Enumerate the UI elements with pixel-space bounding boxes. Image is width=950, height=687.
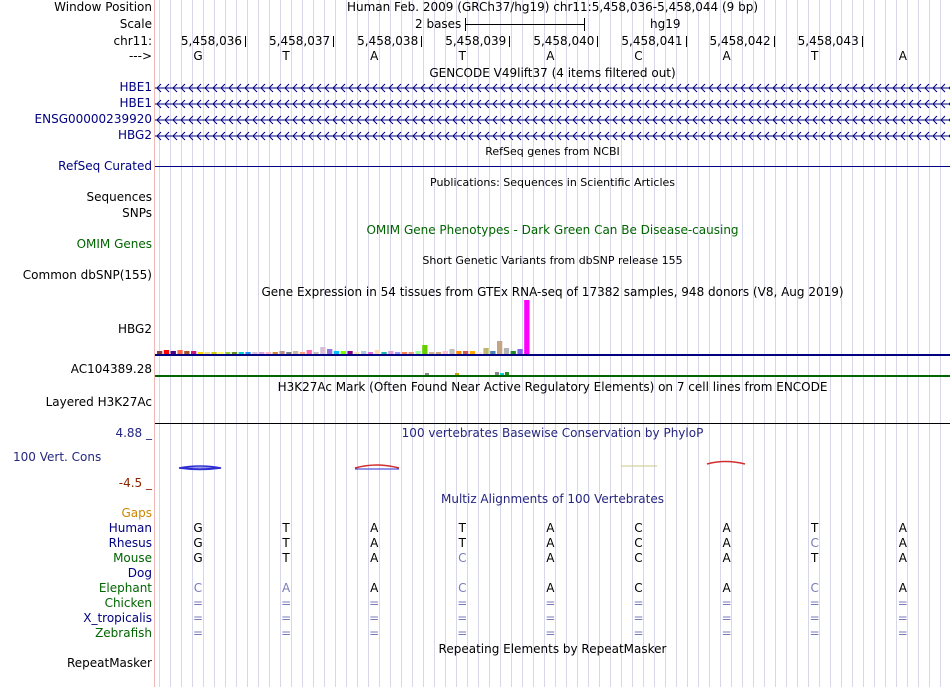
alignment-base: = bbox=[281, 596, 292, 610]
alignment-base: = bbox=[633, 596, 644, 610]
alignment-base: A bbox=[898, 581, 907, 595]
alignment-base: T bbox=[811, 521, 819, 535]
gtex-tissue-bar[interactable] bbox=[341, 351, 346, 354]
gtex-tissue-bar[interactable] bbox=[354, 352, 359, 354]
gtex-tissue-bar[interactable] bbox=[157, 351, 162, 354]
gtex-tissue-bar[interactable] bbox=[409, 352, 414, 354]
base-letter: A bbox=[370, 49, 379, 63]
alignment-base: = bbox=[897, 626, 908, 640]
species-label-chicken[interactable]: Chicken bbox=[104, 596, 152, 610]
gtex-tissue-bar[interactable] bbox=[429, 352, 434, 354]
gtex-tissue-bar[interactable] bbox=[490, 351, 495, 354]
scale-bar-right-tick bbox=[584, 18, 585, 31]
alignment-base: A bbox=[370, 581, 379, 595]
alignment-base: = bbox=[369, 626, 380, 640]
dbsnp-label[interactable]: Common dbSNP(155) bbox=[22, 268, 152, 282]
coordinate-label: 5,458,038 bbox=[357, 34, 419, 48]
coordinate-label: 5,458,043 bbox=[797, 34, 859, 48]
alignment-base: A bbox=[281, 581, 291, 595]
alignment-base: = bbox=[281, 626, 292, 640]
alignment-base: T bbox=[282, 551, 290, 565]
gtex-tissue-bar[interactable] bbox=[279, 351, 284, 354]
species-label-x_tropicalis[interactable]: X_tropicalis bbox=[83, 611, 152, 625]
gencode-gene-lines[interactable] bbox=[155, 80, 950, 144]
gtex-tissue-bar[interactable] bbox=[307, 350, 312, 354]
gtex-tissue-bar[interactable] bbox=[388, 351, 393, 354]
gtex-tissue-bar[interactable] bbox=[463, 351, 468, 354]
alignment-base: A bbox=[898, 551, 907, 565]
alignment-base: C bbox=[810, 581, 819, 595]
gtex-tissue-bar[interactable] bbox=[198, 352, 203, 354]
gtex-tissue-bar[interactable] bbox=[171, 351, 176, 354]
h3k27ac-title: H3K27Ac Mark (Often Found Near Active Regulatory Elements) on 7 cell lines from ENCODE bbox=[277, 380, 828, 394]
base-letter: T bbox=[282, 49, 290, 63]
gtex-tissue-bar[interactable] bbox=[266, 352, 271, 354]
species-label-human[interactable]: Human bbox=[108, 521, 152, 535]
alignment-base: T bbox=[458, 536, 466, 550]
alignment-base: = bbox=[457, 596, 468, 610]
base-letter: A bbox=[722, 49, 731, 63]
alignment-base: = bbox=[457, 626, 468, 640]
alignment-base: G bbox=[193, 551, 203, 565]
alignment-base: A bbox=[370, 551, 379, 565]
base-letter: A bbox=[546, 49, 555, 63]
alignment-base: A bbox=[546, 551, 555, 565]
window-position-value: Human Feb. 2009 (GRCh37/hg19) chr11:5,458,036-5,458,044 (9 bp) bbox=[346, 0, 759, 14]
repeatmasker-title: Repeating Elements by RepeatMasker bbox=[438, 642, 667, 656]
coordinate-tick bbox=[774, 36, 775, 47]
coordinate-tick bbox=[333, 36, 334, 47]
gtex-tissue-bar[interactable] bbox=[191, 351, 196, 354]
h3k27ac-baseline bbox=[155, 423, 950, 424]
refseq-label[interactable]: RefSeq Curated bbox=[58, 159, 152, 173]
gtex-tissue-bar[interactable] bbox=[252, 352, 257, 354]
alignment-base: T bbox=[282, 521, 290, 535]
gencode-track-label-4[interactable]: HBG2 bbox=[118, 128, 152, 142]
alignment-base: = bbox=[192, 626, 204, 640]
alignment-base: A bbox=[722, 536, 731, 550]
alignment-base: C bbox=[193, 581, 203, 595]
conservation-min: -4.5 _ bbox=[118, 476, 152, 490]
coordinate-tick bbox=[686, 36, 687, 47]
scale-text: 2 bases bbox=[415, 17, 462, 31]
alignment-base: A bbox=[898, 536, 907, 550]
alignment-base: = bbox=[633, 611, 644, 625]
gtex-tissue-bar[interactable] bbox=[361, 351, 366, 354]
gtex-tissue-bar[interactable] bbox=[259, 352, 264, 354]
coordinate-tick bbox=[597, 36, 598, 47]
species-label-zebrafish[interactable]: Zebrafish bbox=[95, 626, 152, 640]
alignment-base: = bbox=[457, 611, 468, 625]
omim-label[interactable]: OMIM Genes bbox=[76, 237, 152, 251]
gtex-tissue-bar[interactable] bbox=[504, 348, 509, 354]
coordinate-label: 5,458,036 bbox=[180, 34, 242, 48]
conservation-title: 100 vertebrates Basewise Conservation by PhyloP bbox=[401, 426, 704, 440]
phylop-mark-4 bbox=[707, 462, 745, 465]
alignment-base: = bbox=[545, 626, 556, 640]
scale-bar bbox=[465, 24, 585, 25]
alignment-base: G bbox=[193, 536, 203, 550]
alignment-base: A bbox=[722, 521, 731, 535]
alignment-base: T bbox=[811, 551, 819, 565]
alignment-base: = bbox=[192, 611, 204, 625]
alignment-base: = bbox=[281, 611, 292, 625]
alignment-base: = bbox=[721, 626, 732, 640]
gtex-tissue-bar[interactable] bbox=[300, 352, 305, 354]
multiz-gaps-label[interactable]: Gaps bbox=[121, 506, 152, 520]
species-label-dog[interactable]: Dog bbox=[127, 566, 152, 580]
gtex-tissue-bar[interactable] bbox=[395, 352, 400, 354]
dbsnp-title: Short Genetic Variants from dbSNP release 155 bbox=[422, 254, 683, 267]
alignment-base: = bbox=[721, 611, 732, 625]
base-letter: G bbox=[193, 49, 203, 63]
gtex-tissue-bar[interactable] bbox=[286, 352, 291, 354]
gtex-tissue-bar[interactable] bbox=[225, 352, 230, 354]
alignment-base: A bbox=[546, 536, 555, 550]
gtex-tissue-bar[interactable] bbox=[334, 351, 339, 354]
alignment-base: = bbox=[809, 596, 820, 610]
gtex-tissue-bar[interactable] bbox=[184, 351, 189, 354]
gtex-ac104389-bar[interactable] bbox=[495, 372, 499, 375]
gtex-tissue-bar[interactable] bbox=[436, 352, 441, 354]
alignment-base: A bbox=[722, 551, 731, 565]
alignment-base: C bbox=[634, 521, 643, 535]
alignment-base: A bbox=[546, 581, 555, 595]
coordinate-tick bbox=[421, 36, 422, 47]
alignment-base: A bbox=[546, 521, 555, 535]
repeatmasker-label[interactable]: RepeatMasker bbox=[66, 656, 152, 670]
gtex-tissue-bar[interactable] bbox=[524, 300, 529, 354]
publications-sequences-label[interactable]: Sequences bbox=[86, 190, 152, 204]
alignment-base: C bbox=[458, 551, 467, 565]
scale-db: hg19 bbox=[650, 17, 681, 31]
conservation-max: 4.88 _ bbox=[115, 426, 152, 440]
alignment-base: C bbox=[810, 536, 819, 550]
base-letter: A bbox=[898, 49, 907, 63]
gtex-ac104389-bar[interactable] bbox=[500, 373, 504, 375]
gtex-tissue-bar[interactable] bbox=[517, 349, 522, 354]
gtex-tissue-bar[interactable] bbox=[164, 350, 169, 354]
gtex-tissue-bar[interactable] bbox=[245, 352, 250, 354]
coordinate-label: 5,458,042 bbox=[709, 34, 771, 48]
alignment-base: = bbox=[809, 626, 820, 640]
alignment-base: A bbox=[722, 581, 731, 595]
gtex-tissue-bar[interactable] bbox=[422, 345, 427, 354]
alignment-base: = bbox=[369, 611, 380, 625]
h3k27ac-label[interactable]: Layered H3K27Ac bbox=[45, 395, 152, 409]
gtex-tissue-bar[interactable] bbox=[402, 352, 407, 354]
alignment-base: = bbox=[633, 626, 644, 640]
refseq-title: RefSeq genes from NCBI bbox=[485, 145, 620, 158]
gtex-tissue-bar[interactable] bbox=[239, 352, 244, 354]
phylop-mark-2 bbox=[355, 465, 399, 468]
coordinate-tick bbox=[862, 36, 863, 47]
gtex-ac104389-bar[interactable] bbox=[505, 372, 509, 375]
coordinate-tick bbox=[245, 36, 246, 47]
alignment-base: = bbox=[545, 596, 556, 610]
gtex-gene-label-hbg2[interactable]: HBG2 bbox=[118, 322, 152, 336]
base-letter: T bbox=[811, 49, 819, 63]
coordinate-label: 5,458,041 bbox=[621, 34, 683, 48]
gtex-tissue-bar[interactable] bbox=[293, 351, 298, 354]
refseq-gene-line[interactable] bbox=[155, 166, 950, 167]
publications-snps-label[interactable]: SNPs bbox=[122, 206, 152, 220]
window-position-label: Window Position bbox=[54, 0, 152, 14]
base-letter: T bbox=[458, 49, 466, 63]
conservation-plot[interactable] bbox=[155, 455, 950, 475]
gtex-tissue-bar[interactable] bbox=[320, 347, 325, 354]
alignment-base: = bbox=[809, 611, 820, 625]
gencode-track-label-3[interactable]: ENSG00000239920 bbox=[34, 112, 152, 126]
alignment-base: A bbox=[370, 521, 379, 535]
gtex-tissue-bar[interactable] bbox=[456, 351, 461, 354]
gtex-ac104389-bar[interactable] bbox=[425, 373, 429, 375]
coordinate-label: 5,458,037 bbox=[269, 34, 331, 48]
gtex-tissue-bar[interactable] bbox=[381, 352, 386, 354]
gtex-tissue-bar[interactable] bbox=[368, 352, 373, 354]
gtex-tissue-bar[interactable] bbox=[443, 351, 448, 354]
gtex-tissue-bar[interactable] bbox=[205, 352, 210, 354]
gtex-tissue-bar[interactable] bbox=[511, 351, 516, 354]
gencode-title: GENCODE V49lift37 (4 items filtered out) bbox=[429, 66, 676, 80]
gencode-track-label-2[interactable]: HBE1 bbox=[119, 96, 152, 110]
alignment-base: = bbox=[897, 611, 908, 625]
alignment-base: G bbox=[193, 521, 203, 535]
scale-bar-left-tick bbox=[465, 18, 466, 31]
alignment-base: = bbox=[545, 611, 556, 625]
gtex-expression-chart[interactable] bbox=[155, 299, 950, 379]
alignment-base: C bbox=[634, 581, 643, 595]
omim-title: OMIM Gene Phenotypes - Dark Green Can Be Disease-causing bbox=[366, 223, 739, 237]
gtex-tissue-bar[interactable] bbox=[218, 352, 223, 354]
conservation-label[interactable]: 100 Vert. Cons bbox=[13, 450, 102, 464]
coordinate-label: 5,458,039 bbox=[445, 34, 507, 48]
alignment-base: = bbox=[721, 596, 732, 610]
alignment-base: A bbox=[370, 536, 379, 550]
publications-title: Publications: Sequences in Scientific Articles bbox=[430, 176, 675, 189]
alignment-base: = bbox=[897, 596, 908, 610]
species-label-elephant[interactable]: Elephant bbox=[98, 581, 152, 595]
species-label-mouse[interactable]: Mouse bbox=[113, 551, 152, 565]
species-label-rhesus[interactable]: Rhesus bbox=[108, 536, 152, 550]
alignment-base: A bbox=[898, 521, 907, 535]
gtex-tissue-bar[interactable] bbox=[211, 352, 216, 354]
alignment-base: T bbox=[282, 536, 290, 550]
gtex-tissue-bar[interactable] bbox=[449, 349, 454, 354]
gtex-title: Gene Expression in 54 tissues from GTEx RNA-seq of 17382 samples, 948 donors (V8, Aug 2019) bbox=[261, 285, 844, 299]
gtex-tissue-bar[interactable] bbox=[415, 351, 420, 354]
gtex-tissue-bar[interactable] bbox=[483, 348, 488, 354]
coordinate-tick bbox=[509, 36, 510, 47]
alignment-base: C bbox=[634, 536, 643, 550]
gtex-tissue-bar[interactable] bbox=[347, 351, 352, 354]
gtex-tissue-bar[interactable] bbox=[327, 349, 332, 354]
alignment-base: C bbox=[458, 581, 467, 595]
base-letter: C bbox=[634, 49, 643, 63]
gtex-tissue-bar[interactable] bbox=[375, 350, 380, 354]
gtex-ac104389-bar[interactable] bbox=[455, 373, 459, 375]
gtex-tissue-bar[interactable] bbox=[313, 352, 318, 354]
gtex-tissue-bar[interactable] bbox=[177, 350, 182, 354]
gtex-gene-label-ac104389[interactable]: AC104389.28 bbox=[70, 362, 152, 376]
gtex-tissue-bar[interactable] bbox=[477, 352, 482, 354]
gtex-tissue-bar[interactable] bbox=[273, 352, 278, 354]
strand-label: ---> bbox=[128, 49, 152, 63]
gtex-tissue-bar[interactable] bbox=[470, 351, 475, 354]
alignment-base: T bbox=[458, 521, 466, 535]
multiz-title: Multiz Alignments of 100 Vertebrates bbox=[440, 492, 665, 506]
alignment-base: = bbox=[369, 596, 380, 610]
scale-label: Scale bbox=[119, 17, 152, 31]
alignment-base: C bbox=[634, 551, 643, 565]
alignment-base: = bbox=[192, 596, 204, 610]
gtex-tissue-bar[interactable] bbox=[497, 341, 502, 354]
chrom-label: chr11: bbox=[113, 34, 152, 48]
gtex-tissue-bar[interactable] bbox=[232, 352, 237, 354]
coordinate-label: 5,458,040 bbox=[533, 34, 595, 48]
gencode-track-label-1[interactable]: HBE1 bbox=[119, 80, 152, 94]
